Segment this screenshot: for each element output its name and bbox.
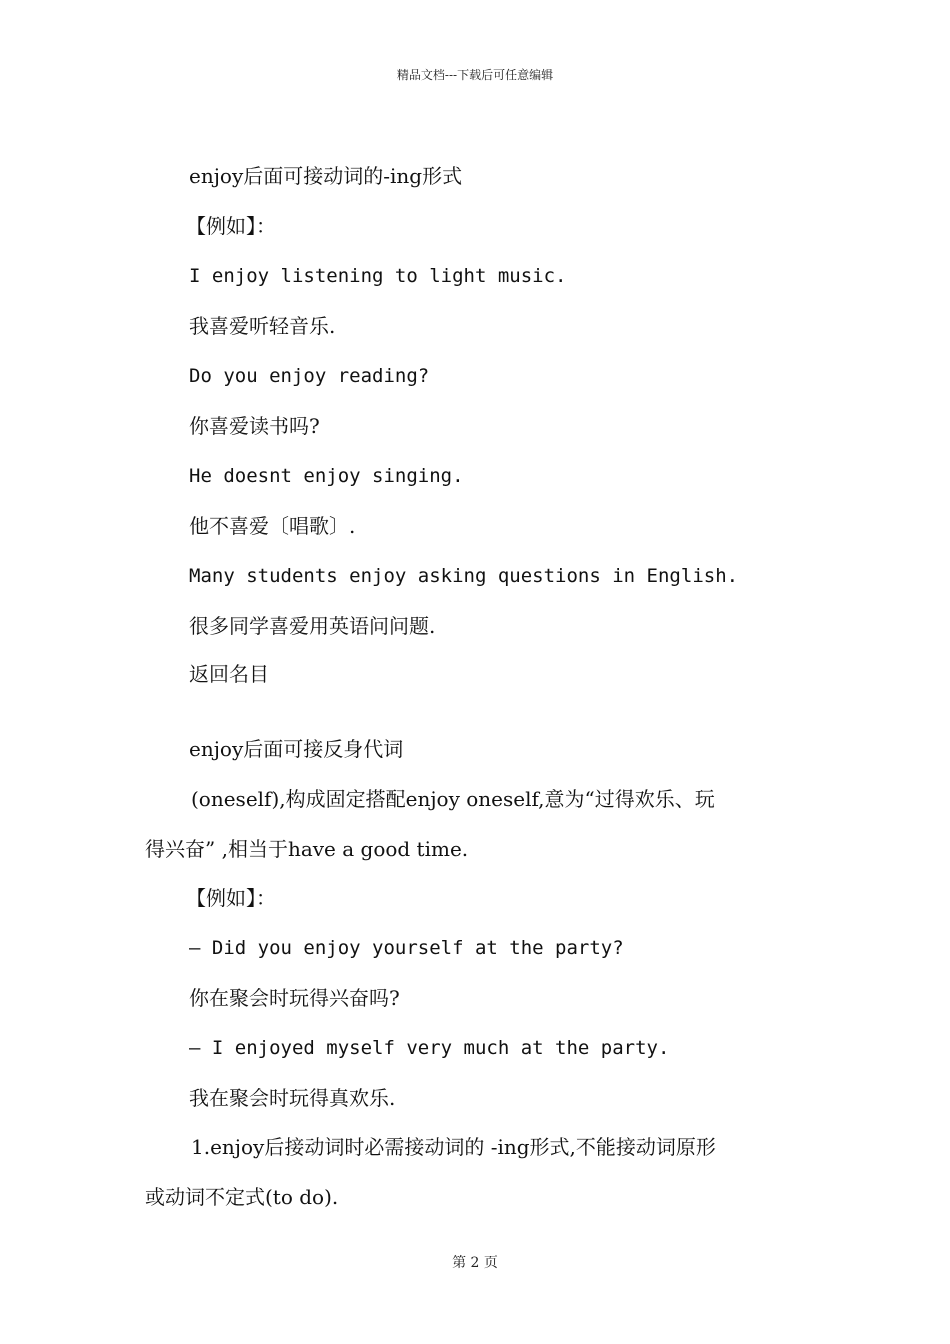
example-sentence-en: Do you enjoy reading?: [189, 365, 430, 387]
example-sentence-zh: 我在聚会时玩得真欢乐.: [189, 1086, 396, 1110]
note-line: 或动词不定式(to do).: [145, 1185, 339, 1209]
example-sentence-en: Many students enjoy asking questions in English.: [189, 565, 739, 587]
example-label: 【例如】：: [186, 214, 276, 238]
page-header: 精品文档---下载后可任意编辑: [396, 68, 554, 82]
example-sentence-en: He doesnt enjoy singing.: [189, 465, 464, 487]
example-label: 【例如】：: [186, 886, 276, 910]
paragraph-line: 得兴奋” ,相当于have a good time.: [145, 837, 469, 861]
example-sentence-zh: 他不喜爱〔唱歌〕.: [189, 514, 356, 538]
example-sentence-en: I enjoy listening to light music.: [189, 265, 567, 287]
example-sentence-zh: 很多同学喜爱用英语问问题.: [189, 614, 436, 638]
section2-heading: enjoy后面可接反身代词: [189, 737, 404, 761]
back-to-contents-link[interactable]: 返回名目: [189, 662, 269, 686]
section1-heading: enjoy后面可接动词的-ing形式: [189, 164, 463, 188]
example-sentence-zh: 你喜爱读书吗?: [189, 414, 320, 438]
example-sentence-zh: 我喜爱听轻音乐.: [189, 314, 336, 338]
note-line: 1.enjoy后接动词时必需接动词的 -ing形式,不能接动词原形: [191, 1135, 716, 1159]
example-sentence-en: — I enjoyed myself very much at the party.: [189, 1037, 670, 1059]
example-sentence-en: — Did you enjoy yourself at the party?: [189, 937, 624, 959]
page-number: 第 2 页: [452, 1255, 498, 1271]
paragraph-line: (oneself),构成固定搭配enjoy oneself,意为“过得欢乐、玩: [191, 787, 715, 811]
example-sentence-zh: 你在聚会时玩得兴奋吗?: [189, 986, 400, 1010]
